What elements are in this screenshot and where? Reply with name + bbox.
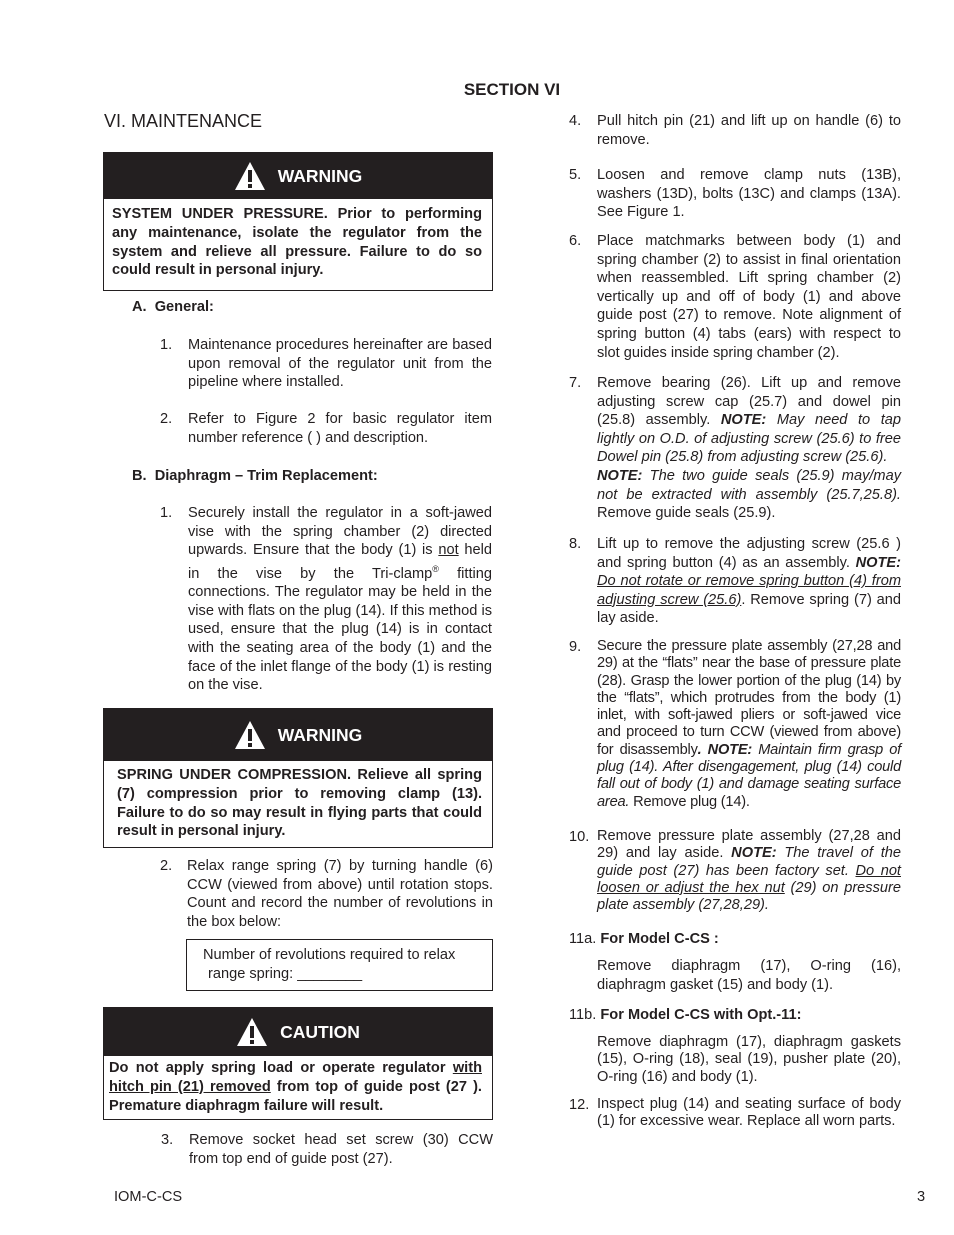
- warning-header: [104, 709, 492, 761]
- item-text: Securely install the regulator in a soft-jawed vise with the spring chamber (2) directed upwards. Ensure that the body (1) is not held in the vise by the Tri-clamp® fitting connections. The regulator may be held in the vise with flats on the plug (14). If this method is used, ensure that the plug (14) is in contact with the seating area of the body (1) and the face of the inlet flange of the body (1) is resting on the vise.: [188, 505, 492, 694]
- item-number: 1.: [160, 337, 173, 353]
- item-number: 2.: [160, 858, 173, 874]
- footer-page-number: 3: [917, 1189, 926, 1205]
- item-number: 12.: [569, 1097, 590, 1113]
- item-number: 3.: [161, 1132, 174, 1148]
- caution-text: Do not apply spring load or operate regulator with hitch pin (21) removed from top of guide post (27 ). Premature diaphragm failure will result.: [109, 1060, 482, 1114]
- revolutions-line-1: Number of revolutions required to relax: [203, 947, 456, 963]
- item-text: Remove socket head set screw (30) CCW from top end of guide post (27).: [189, 1132, 493, 1167]
- item-number: 2.: [160, 411, 173, 427]
- item-text: Lift up to remove the adjusting screw (25.6 ) and spring button (4) as an assembly. NOTE: Do not rotate or remove spring button (4) from adjusting screw (25.6). Remove spring (7) and lay aside.: [597, 536, 901, 627]
- item-number: 9.: [569, 639, 582, 655]
- item-text: Secure the pressure plate assembly (27,28 and 29) at the “flats” near the base of pressure plate (28). Grasp the lower portion of the plug (14) by the “flats”, which protrudes from the body (1) inlet, with soft-jawed pliers or soft-jawed vice and proceed to turn CCW (viewed from above) for disassembly. NOTE: Maintain firm grasp of plug (14). After disengagement, plug (14) could fall out of body (1) and damage seating surface area. Remove plug (14).: [597, 638, 901, 810]
- item-number: 10.: [569, 829, 590, 845]
- item-text: Pull hitch pin (21) and lift up on handle (6) to remove.: [597, 113, 901, 148]
- warning-triangle-icon: [234, 720, 266, 750]
- warning-label: WARNING: [277, 724, 363, 745]
- diaphragm-heading: B. Diaphragm – Trim Replacement:: [132, 468, 378, 484]
- item-number: 7.: [569, 375, 582, 391]
- step-11b-heading: 11b. For Model C-CS with Opt.-11:: [569, 1007, 802, 1023]
- warning-box-pressure: [103, 152, 493, 291]
- caution-label: CAUTION: [280, 1021, 360, 1042]
- warning-text: SYSTEM UNDER PRESSURE. Prior to performing any maintenance, isolate the regulator from the system and relieve all pressure. Failure to do so could result in personal injury.: [112, 206, 482, 279]
- revolutions-line-2: range spring: ________: [208, 966, 363, 982]
- caution-header: [104, 1008, 492, 1056]
- item-number: 6.: [569, 233, 582, 249]
- item-text: Inspect plug (14) and seating surface of body (1) for excessive wear. Replace all worn parts.: [597, 1096, 901, 1130]
- warning-box-spring: [103, 708, 493, 848]
- footer-doc-id: IOM-C-CS: [114, 1189, 183, 1205]
- caution-triangle-icon: [236, 1017, 268, 1047]
- step-11b-text: Remove diaphragm (17), diaphragm gaskets (15), O-ring (18), seal (19), pusher plate (20), O-ring (16) and body (1).: [597, 1034, 901, 1085]
- item-text: Remove bearing (26). Lift up and remove adjusting screw cap (25.7) and dowel pin (25.8) assembly. NOTE: May need to tap lightly on O.D. of adjusting screw (25.6) to free Dowel pin (25.8) from adjusting screw (25.6). NOTE: The two guide seals (25.9) may/may not be extracted with assembly (25.7,25.8). Remove guide seals (25.9).: [597, 375, 901, 522]
- item-text: Refer to Figure 2 for basic regulator item number reference ( ) and description.: [188, 411, 492, 446]
- item-number: 5.: [569, 167, 582, 183]
- step-11a-text: Remove diaphragm (17), O-ring (16), diaphragm gasket (15) and body (1).: [597, 958, 901, 993]
- item-number: 8.: [569, 536, 582, 552]
- item-number: 1.: [160, 505, 173, 521]
- item-text: Remove pressure plate assembly (27,28 and 29) and lay aside. NOTE: The travel of the guide post (27) has been factory set. Do not loosen or adjust the hex nut (29) on pressure plate assembly (27,28,29).: [597, 828, 901, 914]
- caution-box: [103, 1007, 493, 1120]
- step-11a-heading: 11a. For Model C-CS :: [569, 931, 719, 947]
- warning-label: WARNING: [277, 165, 363, 186]
- warning-triangle-icon: [234, 161, 266, 191]
- item-text: Relax range spring (7) by turning handle (6) CCW (viewed from above) until rotation stops. Count and record the number of revolutions in the box below:: [187, 858, 493, 930]
- section-title: SECTION VI: [463, 80, 561, 99]
- revolutions-record-box: [186, 939, 493, 991]
- item-text: Loosen and remove clamp nuts (13B), washers (13D), bolts (13C) and clamps (13A). See Figure 1.: [597, 167, 901, 221]
- warning-text: SPRING UNDER COMPRESSION. Relieve all spring (7) compression prior to removing clamp (13). Failure to do so may result in flying parts that could result in personal injury.: [117, 767, 482, 840]
- item-number: 4.: [569, 113, 582, 129]
- item-text: Place matchmarks between body (1) and spring chamber (2) to assist in final orientation when reassembled. Lift spring chamber (2) vertically up and off of body (1) and above guide post (27) to remove. Note alignment of spring button (4) tabs (ears) with respect to slot guides inside spring chamber (2).: [597, 233, 901, 361]
- maintenance-heading: VI. MAINTENANCE: [104, 111, 263, 131]
- general-heading: A. General:: [132, 299, 214, 315]
- item-text: Maintenance procedures hereinafter are based upon removal of the regulator unit from the pipeline where installed.: [188, 337, 492, 391]
- warning-header: [104, 153, 492, 199]
